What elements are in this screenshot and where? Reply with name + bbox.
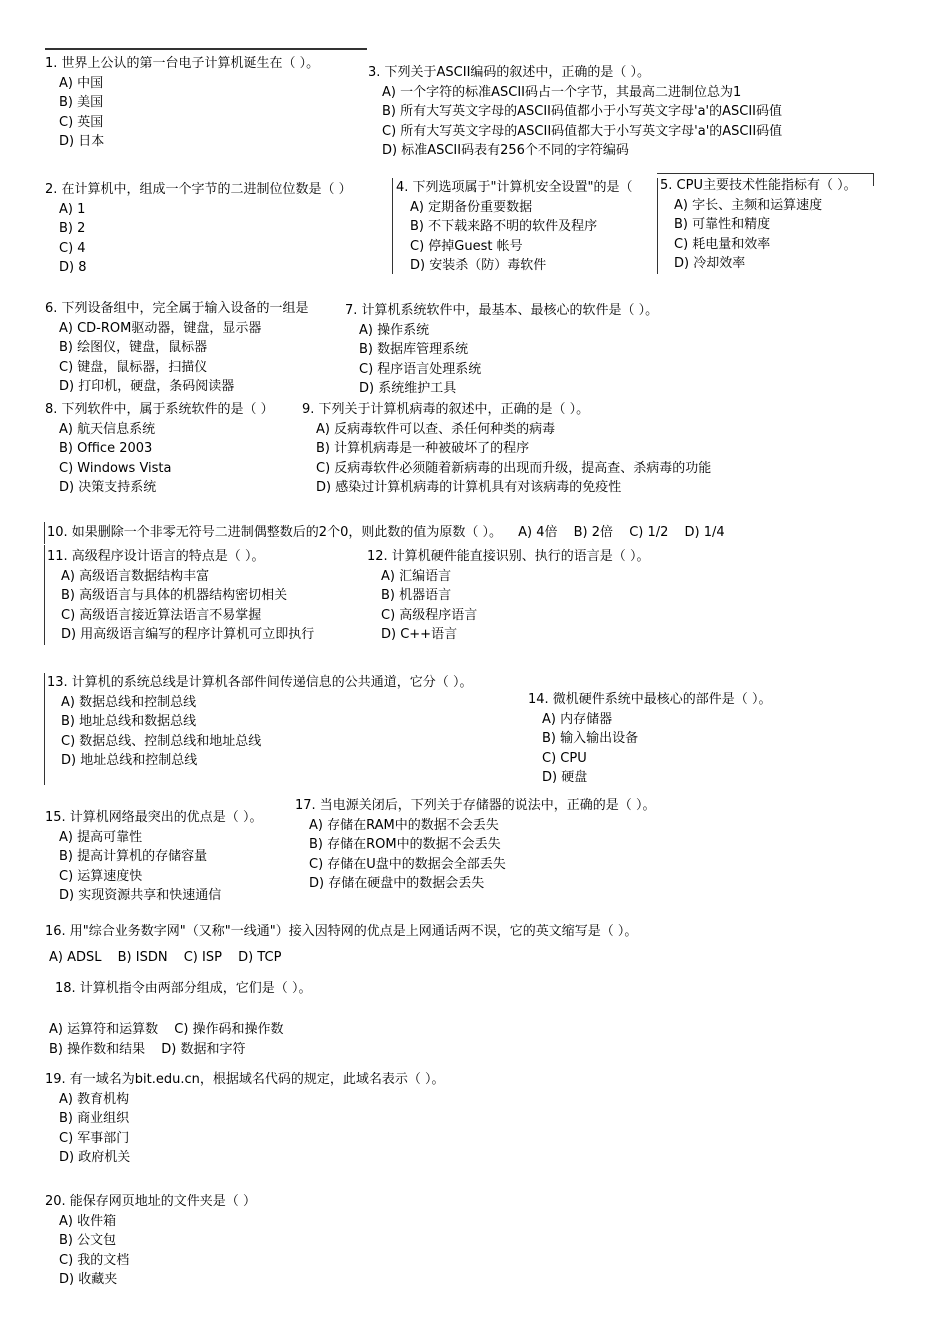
question-stem: 15. 计算机网络最突出的优点是（ ）。 — [45, 810, 263, 825]
option-c: C) 运算速度快 — [59, 868, 143, 884]
option-c: C) 存储在U盘中的数据会全部丢失 — [309, 856, 506, 872]
divider-line — [44, 545, 45, 645]
option-c: C) 英国 — [59, 114, 104, 130]
option-c: C) 高级程序语言 — [381, 607, 478, 623]
question-stem: 3. 下列关于ASCII编码的叙述中，正确的是（ ）。 — [368, 65, 651, 80]
question-20 — [45, 1192, 256, 1290]
question-18 — [55, 979, 311, 999]
option-d: D) C++语言 — [381, 627, 458, 642]
option-a: A) ADSL — [49, 950, 102, 965]
question-11 — [47, 547, 314, 645]
option-a: A) 字长、主频和运算速度 — [674, 197, 823, 213]
option-c: C) 军事部门 — [59, 1130, 130, 1146]
question-stem: 10. 如果删除一个非零无符号二进制偶整数后的2个0，则此数的值为原数（ ）。 — [47, 525, 502, 540]
question-stem: 12. 计算机硬件能直接识别、执行的语言是（ ）。 — [367, 549, 650, 564]
option-a: A) CD-ROM驱动器，键盘，显示器 — [59, 320, 262, 336]
question-10 — [47, 523, 725, 543]
option-b: B) 机器语言 — [381, 588, 452, 603]
option-a: A) 运算符和运算数 — [49, 1022, 159, 1037]
option-b: B) 商业组织 — [59, 1111, 130, 1126]
option-d: D) TCP — [238, 950, 282, 965]
question-5 — [660, 176, 857, 274]
option-d: D) 1/4 — [684, 525, 725, 540]
option-c: C) 高级语言接近算法语言不易掌握 — [61, 607, 262, 623]
question-18-options — [49, 1040, 245, 1060]
question-18-options — [49, 1020, 284, 1040]
question-stem: 14. 微机硬件系统中最核心的部件是（ ）。 — [528, 692, 772, 707]
question-stem: 4. 下列选项属于"计算机安全设置"的是（ — [396, 180, 633, 195]
option-c: C) 耗电量和效率 — [674, 236, 771, 252]
option-d: D) 日本 — [59, 134, 105, 149]
divider-line — [392, 178, 393, 274]
option-d: D) 标准ASCII码表有256个不同的字符编码 — [382, 143, 629, 158]
option-b: B) 美国 — [59, 95, 104, 110]
question-14 — [528, 690, 771, 788]
question-stem: 11. 高级程序设计语言的特点是（ ）。 — [47, 549, 265, 564]
option-d: D) 系统维护工具 — [359, 381, 457, 396]
option-b: B) 绘图仪，键盘，鼠标器 — [59, 340, 208, 355]
divider-line — [44, 673, 45, 785]
question-19 — [45, 1070, 445, 1168]
option-c: C) 停掉Guest 帐号 — [410, 238, 523, 254]
option-a: A) 操作系统 — [359, 322, 430, 338]
option-b: B) 2 — [59, 221, 86, 236]
question-4 — [396, 178, 633, 276]
option-d: D) 8 — [59, 260, 87, 275]
top-rule — [45, 48, 367, 50]
option-a: A) 定期备份重要数据 — [410, 199, 533, 215]
question-stem: 17. 当电源关闭后，下列关于存储器的说法中，正确的是（ ）。 — [295, 798, 656, 813]
option-a: A) 存储在RAM中的数据不会丢失 — [309, 817, 499, 833]
question-stem: 9. 下列关于计算机病毒的叙述中，正确的是（ ）。 — [302, 402, 590, 417]
option-d: D) 收藏夹 — [59, 1272, 118, 1287]
option-d: D) 用高级语言编写的程序计算机可立即执行 — [61, 627, 315, 642]
question-stem: 5. CPU主要技术性能指标有（ ）。 — [660, 178, 857, 193]
option-a: A) 一个字符的标准ASCII码占一个字节，其最高二进制位总为1 — [382, 84, 742, 100]
question-8 — [45, 400, 274, 498]
question-9 — [302, 400, 711, 498]
option-b: B) 地址总线和数据总线 — [61, 714, 197, 729]
option-d: D) 决策支持系统 — [59, 480, 157, 495]
option-c: C) 操作码和操作数 — [174, 1022, 284, 1037]
option-d: D) 打印机，硬盘，条码阅读器 — [59, 379, 235, 394]
option-a: A) 汇编语言 — [381, 568, 452, 584]
question-16-options — [49, 948, 281, 968]
option-c: C) 1/2 — [629, 525, 669, 540]
option-a: A) 中国 — [59, 75, 104, 91]
question-stem: 6. 下列设备组中，完全属于输入设备的一组是 — [45, 301, 309, 316]
option-c: C) ISP — [183, 950, 222, 965]
option-a: A) 收件箱 — [59, 1213, 117, 1229]
option-d: D) 感染过计算机病毒的计算机具有对该病毒的免疫性 — [316, 480, 622, 495]
option-b: B) 提高计算机的存储容量 — [59, 849, 208, 864]
option-c: C) 数据总线、控制总线和地址总线 — [61, 733, 262, 749]
option-b: B) 可靠性和精度 — [674, 217, 771, 232]
option-d: D) 政府机关 — [59, 1150, 131, 1165]
option-b: B) 公文包 — [59, 1233, 117, 1248]
question-stem: 2. 在计算机中，组成一个字节的二进制位位数是（ ） — [45, 182, 352, 197]
question-12 — [367, 547, 649, 645]
question-6 — [45, 299, 309, 397]
option-d: D) 地址总线和控制总线 — [61, 753, 198, 768]
option-b: B) 输入输出设备 — [542, 731, 639, 746]
question-2 — [45, 180, 352, 278]
question-stem: 18. 计算机指令由两部分组成，它们是（ ）。 — [55, 981, 312, 996]
option-b: B) 操作数和结果 — [49, 1042, 146, 1057]
question-13 — [47, 673, 472, 771]
divider-line — [657, 178, 658, 274]
option-a: A) 数据总线和控制总线 — [61, 694, 197, 710]
question-stem: 19. 有一域名为bit.edu.cn，根据域名代码的规定，此域名表示（ ）。 — [45, 1072, 445, 1087]
option-b: B) 所有大写英文字母的ASCII码值都小于小写英文字母'a'的ASCII码值 — [382, 104, 783, 119]
option-c: C) 程序语言处理系统 — [359, 361, 482, 377]
question-stem: 13. 计算机的系统总线是计算机各部件间传递信息的公共通道，它分（ ）。 — [47, 675, 473, 690]
option-d: D) 硬盘 — [542, 770, 588, 785]
question-stem: 16. 用"综合业务数字网"（又称"一线通"）接入因特网的优点是上网通话两不误，它的英文缩写是（ ）。 — [45, 924, 638, 939]
question-1 — [45, 54, 319, 152]
question-stem: 20. 能保存网页地址的文件夹是（ ） — [45, 1194, 256, 1209]
question-stem: 1. 世界上公认的第一台电子计算机诞生在（ ）。 — [45, 56, 320, 71]
option-b: B) 不下载来路不明的软件及程序 — [410, 219, 598, 234]
option-d: D) 实现资源共享和快速通信 — [59, 888, 222, 903]
option-a: A) 教育机构 — [59, 1091, 130, 1107]
question-7 — [345, 301, 658, 399]
option-a: A) 航天信息系统 — [59, 421, 156, 437]
option-b: B) 计算机病毒是一种被破坏了的程序 — [316, 441, 530, 456]
option-a: A) 高级语言数据结构丰富 — [61, 568, 210, 584]
option-b: B) 数据库管理系统 — [359, 342, 469, 357]
option-b: B) 高级语言与具体的机器结构密切相关 — [61, 588, 288, 603]
question-stem: 7. 计算机系统软件中，最基本、最核心的软件是（ ）。 — [345, 303, 659, 318]
option-a: A) 内存储器 — [542, 711, 613, 727]
option-b: B) 2倍 — [573, 525, 614, 540]
question-16 — [45, 922, 637, 942]
question-17 — [295, 796, 655, 894]
question-3 — [368, 63, 782, 161]
option-d: D) 冷却效率 — [674, 256, 746, 271]
option-c: C) 反病毒软件必须随着新病毒的出现而升级，提高查、杀病毒的功能 — [316, 460, 712, 476]
option-d: D) 数据和字符 — [161, 1042, 246, 1057]
option-d: D) 存储在硬盘中的数据会丢失 — [309, 876, 485, 891]
option-c: C) 键盘，鼠标器，扫描仪 — [59, 359, 208, 375]
option-c: C) Windows Vista — [59, 460, 172, 476]
option-b: B) Office 2003 — [59, 441, 153, 456]
option-a: A) 提高可靠性 — [59, 829, 143, 845]
option-d: D) 安装杀（防）毒软件 — [410, 258, 547, 273]
option-b: B) ISDN — [117, 950, 168, 965]
option-c: C) 我的文档 — [59, 1252, 130, 1268]
option-a: A) 反病毒软件可以查、杀任何种类的病毒 — [316, 421, 556, 437]
option-c: C) 4 — [59, 240, 86, 256]
option-c: C) 所有大写英文字母的ASCII码值都大于小写英文字母'a'的ASCII码值 — [382, 123, 783, 139]
divider-line — [44, 522, 45, 544]
question-stem: 8. 下列软件中，属于系统软件的是（ ） — [45, 402, 274, 417]
option-a: A) 1 — [59, 201, 86, 217]
option-c: C) CPU — [542, 750, 587, 766]
option-a: A) 4倍 — [518, 525, 558, 540]
option-b: B) 存储在ROM中的数据不会丢失 — [309, 837, 501, 852]
question-15 — [45, 808, 262, 906]
